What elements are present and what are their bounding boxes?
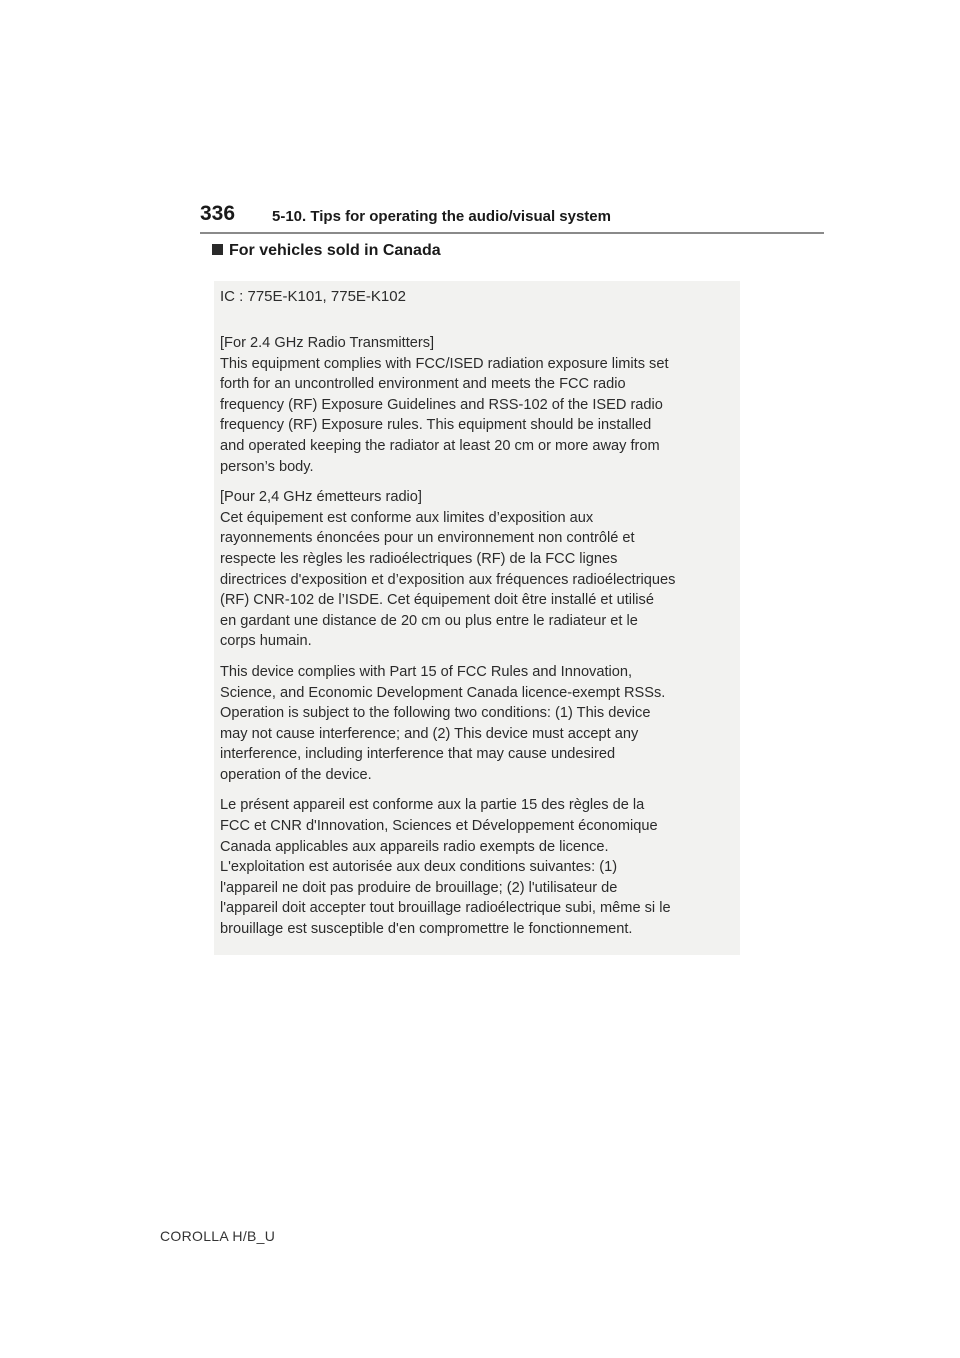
notice-line: This equipment complies with FCC/ISED radiation exposure limits set (220, 355, 669, 372)
subheading (212, 242, 441, 260)
notice-line: Canada applicables aux appareils radio exempts de licence. (220, 838, 609, 855)
notice-line: en gardant une distance de 20 cm ou plus entre le radiateur et le (220, 612, 638, 629)
notice-line: brouillage est susceptible d'en compromettre le fonctionnement. (220, 921, 633, 938)
footer-model-code: COROLLA H/B_U (160, 1228, 276, 1244)
notice-line: FCC et CNR d'Innovation, Sciences et Développement économique (220, 818, 658, 835)
notice-block-en-exposure (220, 333, 740, 477)
notice-line: [Pour 2,4 GHz émetteurs radio] (220, 489, 422, 506)
notice-line: forth for an uncontrolled environment and meets the FCC radio (220, 376, 626, 393)
regulatory-notice-scan (214, 281, 740, 955)
notice-line: frequency (RF) Exposure Guidelines and RSS-102 of the ISED radio (220, 396, 663, 413)
notice-line: frequency (RF) Exposure rules. This equipment should be installed (220, 417, 652, 434)
notice-line: l'appareil doit accepter tout brouillage radioélectrique subi, même si le (220, 900, 671, 917)
notice-line: Cet équipement est conforme aux limites d’exposition aux (220, 509, 594, 526)
notice-block-en-part15 (220, 662, 740, 786)
notice-line: and operated keeping the radiator at least 20 cm or more away from (220, 437, 660, 454)
notice-line: interference, including interference that may cause undesired (220, 746, 616, 763)
notice-line: Le présent appareil est conforme aux la partie 15 des règles de la (220, 797, 645, 814)
page-number: 336 (200, 202, 236, 225)
notice-line: operation of the device. (220, 766, 372, 783)
square-bullet-icon (212, 244, 223, 255)
notice-line: (RF) CNR-102 de l’ISDE. Cet équipement doit être installé et utilisé (220, 592, 654, 609)
subheading-text: For vehicles sold in Canada (229, 242, 441, 259)
notice-line: L'exploitation est autorisée aux deux conditions suivantes: (1) (220, 859, 618, 876)
section-title: 5-10. Tips for operating the audio/visual system (272, 208, 611, 225)
page-header (200, 202, 824, 234)
notice-line: l'appareil ne doit pas produire de brouillage; (2) l'utilisateur de (220, 879, 618, 896)
notice-line: person’s body. (220, 458, 314, 475)
notice-block-fr-exposure (220, 487, 740, 652)
notice-line: directrices d'exposition et d’exposition aux fréquences radioélectriques (220, 571, 676, 588)
notice-line: rayonnements énoncées pour un environnement non contrôlé et (220, 530, 635, 547)
header-divider (200, 232, 824, 234)
notice-line: may not cause interference; and (2) This device must accept any (220, 725, 639, 742)
notice-line: corps humain. (220, 633, 312, 650)
notice-line: Operation is subject to the following two conditions: (1) This device (220, 705, 651, 722)
notice-line: Science, and Economic Development Canada licence-exempt RSSs. (220, 684, 666, 701)
notice-line: respecte les règles les radioélectriques (RF) de la FCC lignes (220, 550, 618, 567)
ic-certification-line: IC : 775E-K101, 775E-K102 (220, 288, 406, 305)
notice-line: [For 2.4 GHz Radio Transmitters] (220, 335, 435, 351)
notice-line: This device complies with Part 15 of FCC Rules and Innovation, (220, 663, 633, 680)
notice-block-fr-part15 (220, 795, 740, 939)
